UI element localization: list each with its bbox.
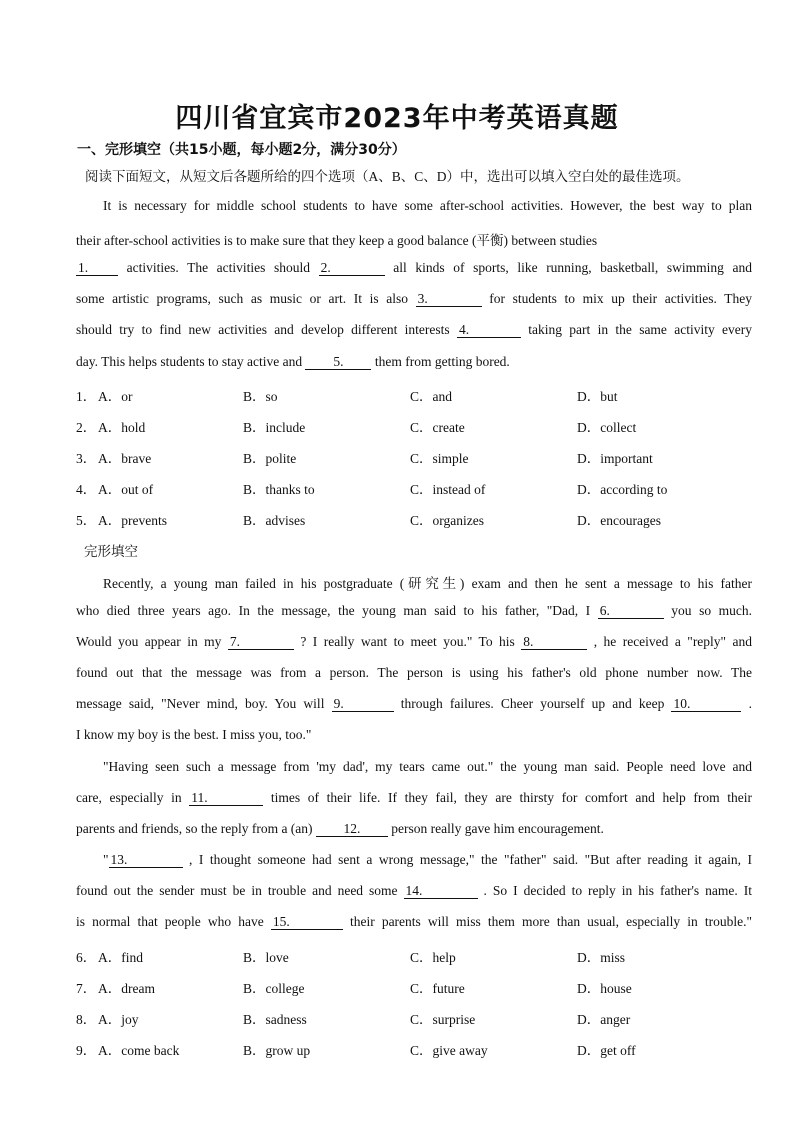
passage-text: taking part in the same activity every bbox=[520, 322, 752, 337]
passage-line bbox=[76, 914, 752, 930]
option-a: A．joy bbox=[98, 1012, 139, 1027]
option-d: D．house bbox=[577, 981, 632, 996]
option-c: C．simple bbox=[410, 451, 469, 466]
option-b: B．grow up bbox=[243, 1043, 311, 1058]
passage-text: ? I really want to meet you." To his bbox=[293, 634, 522, 649]
passage-line bbox=[103, 198, 752, 214]
passage-text: them from getting bored. bbox=[371, 354, 510, 369]
passage-text: Would you appear in my bbox=[76, 634, 228, 649]
passage-text: " bbox=[103, 852, 109, 867]
passage-line bbox=[76, 322, 752, 338]
answer-blank: 10. bbox=[671, 697, 741, 712]
passage-text: message said, "Never mind, boy. You will bbox=[76, 696, 332, 711]
option-c: C．and bbox=[410, 389, 452, 404]
passage-line bbox=[76, 883, 752, 899]
question-number: 2． bbox=[76, 420, 97, 435]
option-d: D．but bbox=[577, 389, 618, 404]
passage-line bbox=[76, 260, 752, 276]
passage-text: I know my boy is the best. I miss you, too." bbox=[76, 727, 312, 742]
option-b: B．thanks to bbox=[243, 482, 315, 497]
passage-text: care, especially in bbox=[76, 790, 190, 805]
option-d: D．important bbox=[577, 451, 653, 466]
passage-line bbox=[76, 634, 752, 650]
passage-text: who died three years ago. In the message, the young man said to his father, "Dad, I bbox=[76, 603, 598, 618]
passage-text: activities. The activities should bbox=[118, 260, 319, 275]
option-a: A．dream bbox=[98, 981, 155, 996]
passage-text: , I thought someone had sent a wrong message," the "father" said. "But after reading it again, I bbox=[182, 852, 752, 867]
passage-line bbox=[76, 354, 752, 370]
passage-text: person really gave him encouragement. bbox=[387, 821, 604, 836]
answer-blank: 1. bbox=[76, 261, 118, 276]
option-b: B．love bbox=[243, 950, 289, 965]
passage-text: . bbox=[741, 696, 752, 711]
answer-blank: 9. bbox=[332, 697, 394, 712]
passage-line bbox=[76, 229, 752, 249]
passage-text: "Having seen such a message from 'my dad', my tears came out." the young man said. People need love and bbox=[103, 759, 752, 774]
passage-text: found out the sender must be in trouble and need some bbox=[76, 883, 404, 898]
question-number: 1． bbox=[76, 389, 97, 404]
answer-blank: 4. bbox=[457, 323, 521, 338]
option-d: D．miss bbox=[577, 950, 626, 965]
passage-text: you so much. bbox=[663, 603, 752, 618]
passage-line bbox=[76, 291, 752, 307]
passage-text: their after-school activities is to make sure that they keep a good balance (平衡) between studies bbox=[76, 233, 598, 248]
passage-text: found out that the message was from a person. The person is using his father's old phone number now. The bbox=[76, 665, 752, 680]
answer-blank: 2. bbox=[319, 261, 385, 276]
passage-text: day. This helps students to stay active and bbox=[76, 354, 306, 369]
option-b: B．polite bbox=[243, 451, 297, 466]
option-d: D．get off bbox=[577, 1043, 636, 1058]
answer-blank: 11. bbox=[189, 791, 263, 806]
option-c: C．organizes bbox=[410, 513, 484, 528]
instruction: 阅读下面短文，从短文后各题所给的四个选项（A、B、C、D）中，选出可以填入空白处的最佳选项。 bbox=[85, 169, 690, 184]
passage-line bbox=[103, 852, 752, 868]
passage-line bbox=[76, 727, 752, 743]
passage-text: Recently, a young man failed in his postgraduate (研究生) exam and then he sent a message to his father bbox=[103, 576, 752, 591]
question-number: 6． bbox=[76, 950, 97, 965]
passage-line bbox=[103, 759, 752, 775]
option-d: D．collect bbox=[577, 420, 637, 435]
option-c: C．surprise bbox=[410, 1012, 476, 1027]
passage-text: all kinds of sports, like running, basketball, swimming and bbox=[384, 260, 753, 275]
passage-text: some artistic programs, such as music or art. It is also bbox=[76, 291, 416, 306]
passage-line bbox=[76, 603, 752, 619]
passage-text: times of their life. If they fail, they are thirsty for comfort and help from their bbox=[263, 790, 753, 805]
question-number: 7． bbox=[76, 981, 97, 996]
option-a: A．prevents bbox=[98, 513, 167, 528]
option-a: A．hold bbox=[98, 420, 146, 435]
passage-text: their parents will miss them more than usual, especially in trouble." bbox=[342, 914, 752, 929]
option-a: A．or bbox=[98, 389, 133, 404]
answer-blank: 14. bbox=[404, 884, 478, 899]
question-number: 3． bbox=[76, 451, 97, 466]
subsection-label: 完形填空 bbox=[84, 544, 138, 559]
answer-blank: 12. bbox=[316, 822, 388, 837]
option-b: B．so bbox=[243, 389, 278, 404]
option-a: A．brave bbox=[98, 451, 152, 466]
answer-blank: 15. bbox=[271, 915, 343, 930]
question-number: 4． bbox=[76, 482, 97, 497]
question-number: 5． bbox=[76, 513, 97, 528]
option-a: A．out of bbox=[98, 482, 154, 497]
passage-text: through failures. Cheer yourself up and keep bbox=[393, 696, 672, 711]
option-a: A．come back bbox=[98, 1043, 180, 1058]
option-b: B．advises bbox=[243, 513, 306, 528]
option-d: D．according to bbox=[577, 482, 668, 497]
option-c: C．help bbox=[410, 950, 456, 965]
option-c: C．give away bbox=[410, 1043, 488, 1058]
option-c: C．future bbox=[410, 981, 465, 996]
passage-line bbox=[76, 665, 752, 681]
answer-blank: 13. bbox=[109, 853, 183, 868]
option-c: C．instead of bbox=[410, 482, 486, 497]
option-a: A．find bbox=[98, 950, 143, 965]
answer-blank: 3. bbox=[416, 292, 482, 307]
answer-blank: 6. bbox=[598, 604, 664, 619]
answer-blank: 8. bbox=[521, 635, 587, 650]
passage-line bbox=[103, 572, 752, 592]
answer-blank: 5. bbox=[305, 355, 371, 370]
option-b: B．college bbox=[243, 981, 305, 996]
passage-text: is normal that people who have bbox=[76, 914, 271, 929]
passage-text: . So I decided to reply in his father's name. It bbox=[477, 883, 752, 898]
passage-text: should try to find new activities and develop different interests bbox=[76, 322, 457, 337]
passage-line bbox=[76, 696, 752, 712]
option-b: B．sadness bbox=[243, 1012, 307, 1027]
question-number: 9． bbox=[76, 1043, 97, 1058]
option-b: B．include bbox=[243, 420, 306, 435]
passage-text: for students to mix up their activities. They bbox=[481, 291, 752, 306]
option-c: C．create bbox=[410, 420, 465, 435]
section-heading: 一、完形填空（共15小题，每小题2分，满分30分） bbox=[77, 142, 406, 158]
passage-line bbox=[76, 790, 752, 806]
option-d: D．anger bbox=[577, 1012, 631, 1027]
passage-text: It is necessary for middle school students to have some after-school activities. However, the best way to plan bbox=[103, 198, 752, 213]
passage-text: , he received a "reply" and bbox=[587, 634, 753, 649]
option-d: D．encourages bbox=[577, 513, 661, 528]
question-number: 8． bbox=[76, 1012, 97, 1027]
passage-line bbox=[76, 821, 752, 837]
answer-blank: 7. bbox=[228, 635, 294, 650]
passage-text: parents and friends, so the reply from a (an) bbox=[76, 821, 316, 836]
page-title: 四川省宜宾市2023年中考英语真题 bbox=[175, 103, 619, 134]
